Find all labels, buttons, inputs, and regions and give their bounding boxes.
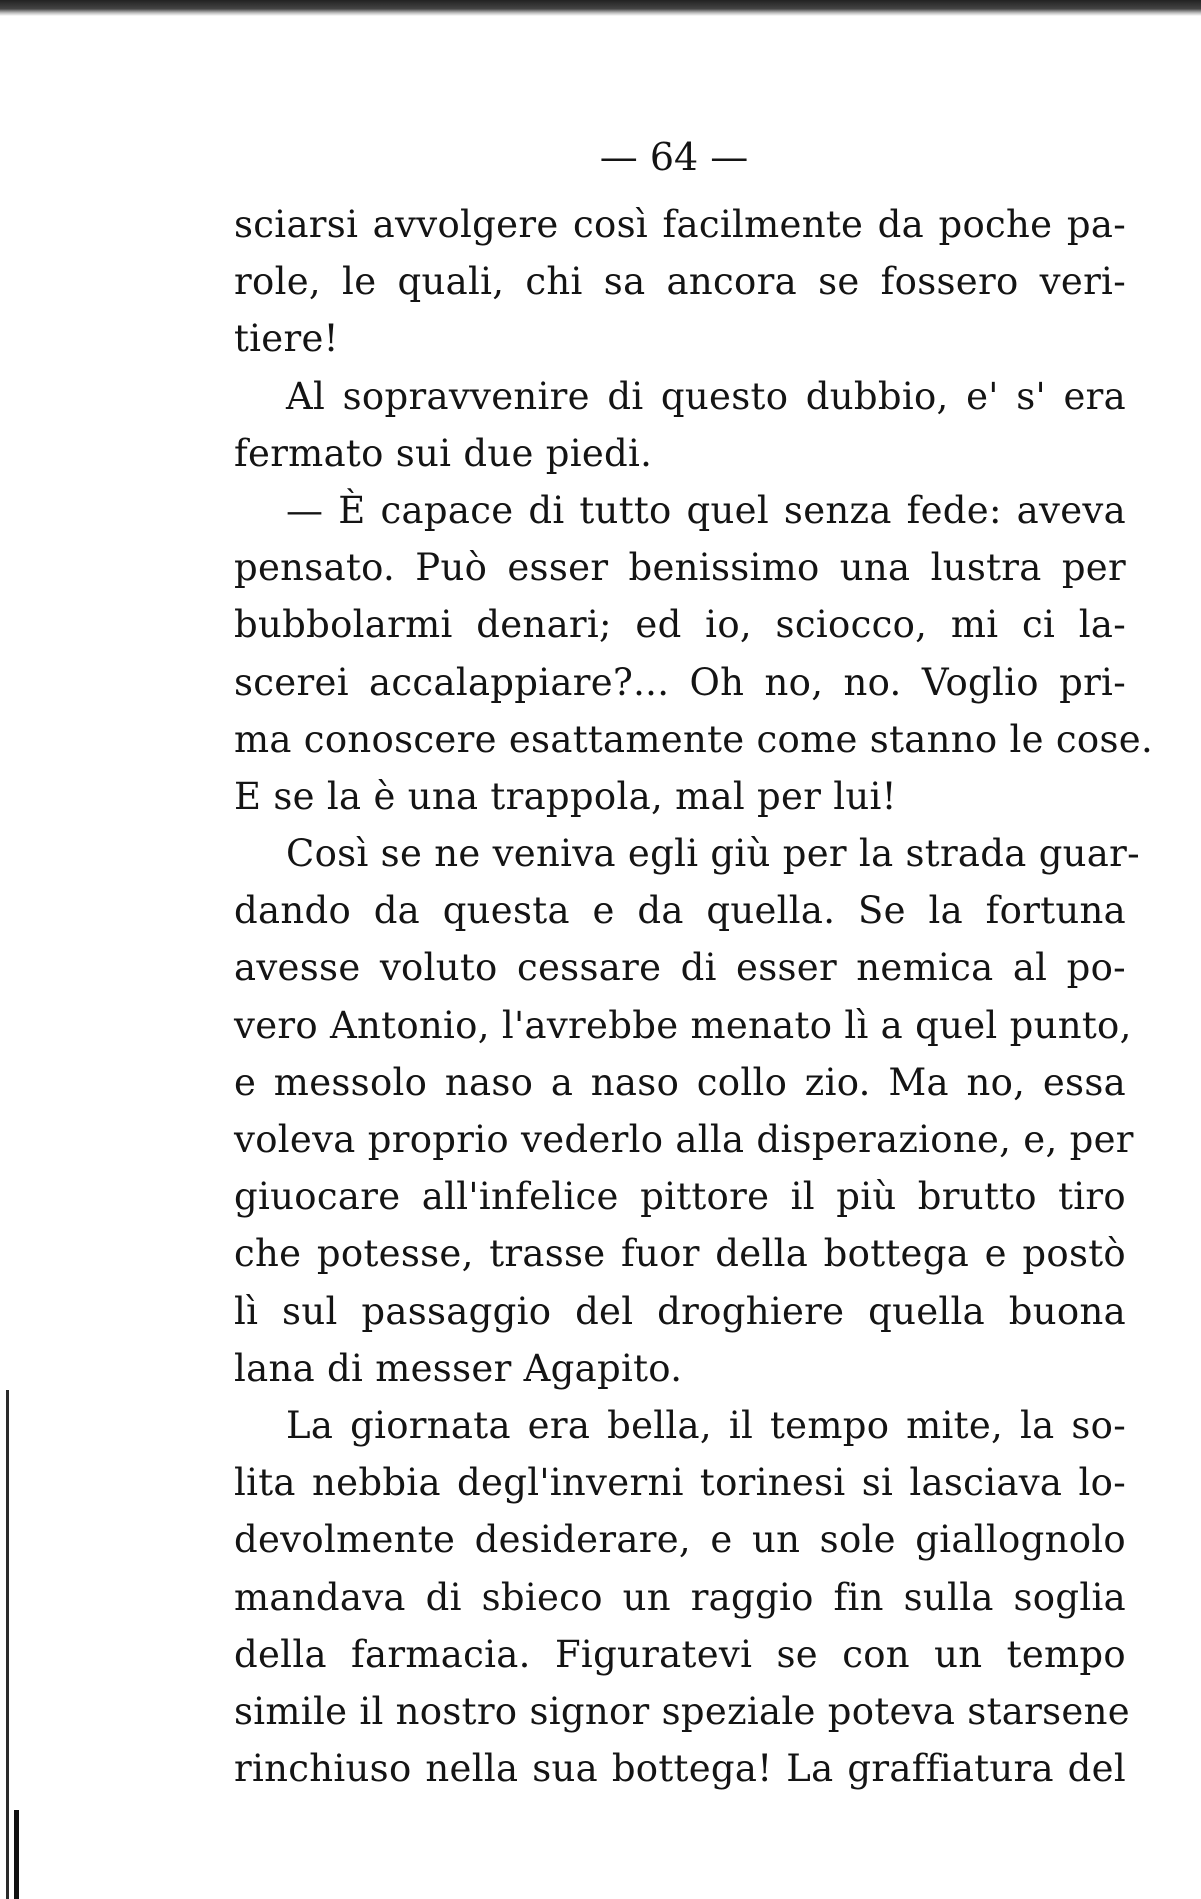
page-body-text (234, 196, 1154, 1797)
text-line: lita nebbia degl'inverni torinesi si lasciava lo- (234, 1461, 1126, 1505)
text-line: voleva proprio vederlo alla disperazione, e, per (234, 1118, 1134, 1161)
page-number: — 64 — (599, 135, 749, 179)
scan-left-edge (6, 1390, 9, 1899)
text-line: lana di messer Agapito. (234, 1346, 683, 1390)
text-line: simile il nostro signor speziale poteva starsene (234, 1689, 1130, 1733)
text-line: della farmacia. Figuratevi se con un tempo (234, 1632, 1126, 1676)
text-line: giuocare all'infelice pittore il più brutto tiro (234, 1175, 1126, 1219)
text-line: che potesse, trasse fuor della bottega e postò (234, 1232, 1126, 1276)
text-line: fermato sui due piedi. (234, 431, 653, 475)
text-line: rinchiuso nella sua bottega! La graffiatura del (234, 1747, 1126, 1791)
text-line: dando da questa e da quella. Se la fortuna (234, 889, 1126, 933)
text-line: ma conoscere esattamente come stanno le cose. (234, 717, 1154, 761)
text-line: vero Antonio, l'avrebbe menato lì a quel punto, (234, 1003, 1132, 1047)
scan-top-edge (0, 0, 1201, 16)
text-line: e messolo naso a naso collo zio. Ma no, essa (234, 1060, 1126, 1104)
text-line: E se la è una trappola, mal per lui! (234, 774, 897, 818)
text-line: avesse voluto cessare di esser nemica al po- (234, 946, 1126, 990)
text-line: lì sul passaggio del droghiere quella buona (234, 1289, 1126, 1333)
text-line: La giornata era bella, il tempo mite, la so- (286, 1403, 1126, 1447)
scan-left-edge-shadow (14, 1810, 19, 1899)
text-line: scerei accalappiare?... Oh no, no. Voglio pri- (234, 660, 1126, 704)
text-line: tiere! (234, 317, 339, 361)
text-line: Così se ne veniva egli giù per la strada guar- (286, 832, 1140, 876)
text-line: bubbolarmi denari; ed io, sciocco, mi ci la- (234, 603, 1126, 647)
text-line: sciarsi avvolgere così facilmente da poche pa- (234, 203, 1126, 246)
text-line: pensato. Può esser benissimo una lustra per (234, 546, 1126, 590)
text-line: — È capace di tutto quel senza fede: aveva (286, 488, 1126, 532)
text-line: role, le quali, chi sa ancora se fossero veri- (234, 260, 1126, 304)
text-line: devolmente desiderare, e un sole giallognolo (234, 1518, 1126, 1562)
text-line: Al sopravvenire di questo dubbio, e' s' era (286, 374, 1126, 418)
text-line: mandava di sbieco un raggio fin sulla soglia (234, 1575, 1126, 1619)
